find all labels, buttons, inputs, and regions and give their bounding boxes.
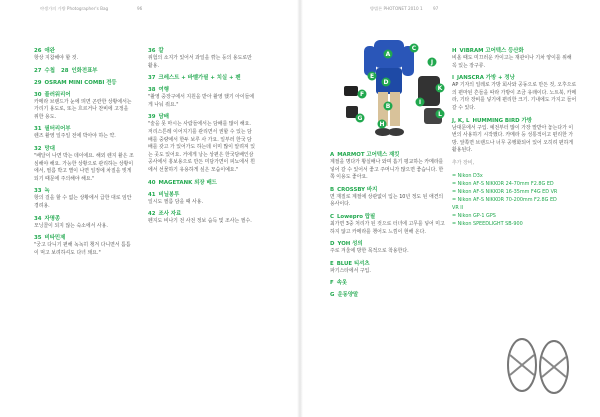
- article-entry: [34, 126, 134, 141]
- extra-gear-item: = Nikon D3x: [452, 172, 483, 179]
- entry-number: 37: [148, 75, 156, 82]
- entry-title: 수첩: [44, 67, 55, 74]
- article-entry: [148, 192, 256, 207]
- entry-number: 42: [148, 211, 156, 218]
- entry-text: "배달이 나면 박는 데이에요. 해외 렌지 촬은 조심해야 해요. 가능한 상황으로 관리하는 상황이에서, 필름 박고 별이 나면 일정에 차질을 빚게 되기 때문에 주의해야 해요.": [34, 152, 134, 182]
- entry-number: B: [330, 186, 335, 193]
- entry-heading: [34, 68, 134, 75]
- trousers-right: [390, 92, 400, 126]
- entry-text: "궁고 다니기 편해 녹녹히 챙겨 다니면서 틈틈이 먹고 보려하셔도 다녀 돼요.": [34, 242, 131, 256]
- entry-title: MAGETANK 외장 배드: [158, 179, 217, 186]
- entry-number: 39: [148, 114, 156, 121]
- figure-label: [428, 58, 437, 67]
- entry-title: BLUE 티셔츠: [336, 260, 370, 267]
- article-entry: [330, 292, 445, 299]
- entry-title: OSRAM MINI COMBI 전등: [44, 79, 117, 86]
- left-column-2: [148, 48, 256, 231]
- figure-label: [382, 78, 391, 87]
- entry-number: 26: [34, 48, 42, 54]
- left-header-title: 야생가의 가방 Photographer's Bag: [40, 6, 109, 11]
- figure-label: [384, 102, 393, 111]
- entry-text: 모닝콜이 되지 않는 숙소에서 사용.: [34, 222, 108, 229]
- entry-number: 31: [34, 126, 42, 133]
- article-entry: [34, 68, 134, 75]
- entry-number: 28: [60, 67, 69, 74]
- right-column-1: [330, 152, 445, 304]
- article-entry: [34, 92, 134, 122]
- entry-title: 여행: [158, 87, 169, 94]
- entry-title: 필터리어부: [44, 126, 71, 133]
- entry-heading: [148, 75, 256, 82]
- entry-heading: [330, 261, 445, 268]
- figure-label: [436, 110, 445, 119]
- article-entry: [330, 280, 445, 287]
- article-entry: [330, 214, 445, 236]
- figure-label-text: I: [418, 99, 422, 106]
- entry-heading: [34, 146, 134, 153]
- entry-number: F: [330, 280, 334, 287]
- entry-text: 비올 때도 미끄러운 카이고는 재관이나 기차 양이를 위해 꼭 있는 장구류.: [452, 55, 572, 69]
- entry-title: Lowepro 랍필: [336, 213, 376, 220]
- right-page-number: 97: [433, 6, 439, 11]
- figure-label-text: J: [430, 59, 434, 66]
- figure-label-text: C: [411, 45, 417, 52]
- sandal-right-strap: [542, 357, 566, 377]
- entry-title: MARMOT 고어텍스 재킷: [337, 152, 400, 158]
- entry-heading: [330, 280, 445, 287]
- camera-illustration: [344, 86, 358, 96]
- article-entry: [452, 118, 577, 155]
- article-entry: [148, 114, 256, 174]
- entry-text: 계절을 명다가 황실배나 와며 흡기 평교하는 카메라를 넣어 갈 수 있어서 좋고 주머니가 많으면 좋습니다. 한 쪽 이용도 좋아요.: [330, 159, 444, 181]
- article-entry: [34, 235, 134, 257]
- entry-text: 주로 겨울에 방한 목적으로 착용한다.: [330, 248, 409, 255]
- gear-photo: [336, 36, 456, 140]
- figure-label-text: L: [438, 111, 442, 118]
- figure-label: [436, 84, 445, 93]
- entry-heading: [34, 80, 134, 87]
- figure-label-text: H: [379, 121, 385, 128]
- entry-number: I: [452, 75, 455, 82]
- entry-title: HUMMING BIRD 가방: [472, 117, 532, 124]
- extra-gear-item: = Nikon AF-S NIKKOR 70-200mm F2.8G ED: [452, 196, 557, 203]
- entry-title: CROSSBY 바지: [337, 186, 378, 193]
- figure-label: [378, 120, 387, 129]
- entry-title: 플러워리어: [44, 91, 71, 98]
- entry-number: 34: [34, 215, 42, 222]
- entry-number: 29: [34, 79, 42, 86]
- entry-number: 27: [34, 67, 42, 74]
- entry-heading: [452, 48, 577, 55]
- entry-heading: [148, 180, 256, 187]
- article-entry: [34, 146, 134, 183]
- boot-right: [388, 128, 404, 136]
- entry-title: YOH 성의: [337, 241, 363, 248]
- entry-heading: [148, 48, 256, 55]
- entry-text: 파기스타에서 구입.: [330, 267, 371, 274]
- left-column-1: [34, 48, 134, 262]
- figure-label-text: B: [385, 103, 391, 110]
- entry-title: 인화전표부: [71, 67, 98, 74]
- figure-label-text: A: [385, 51, 391, 58]
- entry-heading: [330, 214, 445, 221]
- entry-text: "촬영 중장구에서 지원을 받아 촬영 했기 아이들에게 나눠 줘요.": [148, 94, 255, 108]
- figure-label: [384, 50, 393, 59]
- entry-heading: [330, 187, 445, 194]
- entry-text: "술을 못 마시는 사람들에서는 담배를 많이 해요. 저리스튼레 이어지기를 관리면서 권할 수 있는 담배를 중량에서 한두 보루 사 가요. 일부러 한국 담배를 갖고 가 있어가도 하는데 이미 많이 알려져 있는 곳도 있어요. 거에게 낭는 상편은 한국담배인삼공사에서 홍보용으로 만든 미담가면이 피뇨에서 흰에서 선물하기 유용하게 싶은 모습이예요.": [148, 121, 255, 173]
- right-column-2-items: [452, 48, 577, 155]
- entry-title: 조사 자료: [158, 211, 182, 218]
- jacket-left-sleeve: [364, 46, 376, 76]
- article-entry: [148, 180, 256, 187]
- entry-number: G: [330, 292, 335, 299]
- entry-title: 크레스트 + 바벨가필 + 치실 + 펜: [158, 75, 241, 82]
- entry-number: E: [330, 260, 334, 267]
- entry-heading: [34, 216, 134, 223]
- entry-heading: [148, 192, 256, 199]
- extra-gear-item: = Nikon SPEEDLIGHT SB-900: [452, 220, 523, 227]
- extra-gear-item: = Nikon AF-S NIKKOR 16-35mm F4G ED VR: [452, 188, 558, 195]
- entry-title: 담배: [158, 114, 169, 121]
- entry-text: 일시도 필름 담을 때 사용.: [148, 198, 204, 205]
- entry-number: 35: [34, 235, 42, 242]
- entry-number: H: [452, 48, 457, 54]
- entry-number: A: [330, 152, 335, 158]
- figure-label-text: E: [369, 73, 375, 80]
- entry-heading: [452, 118, 577, 125]
- article-entry: [452, 75, 577, 112]
- figure-label-text: K: [437, 85, 443, 92]
- entry-text: 렌즈 촬영 일주일 전에 박아야 하는 약.: [34, 133, 116, 140]
- entry-title: 망대: [44, 145, 55, 152]
- entry-number: 41: [148, 191, 156, 198]
- right-header-title: 방법론 PHOTONET 2010 1: [370, 6, 423, 11]
- entry-text: 위험의 소지가 있어서 과일을 깎는 등의 용도로만 활용.: [148, 55, 252, 69]
- figure-label: [410, 44, 419, 53]
- article-entry: [34, 188, 134, 210]
- entry-number: 33: [34, 188, 42, 195]
- right-column-2: [452, 48, 577, 228]
- entry-heading: [330, 152, 445, 159]
- entry-heading: [330, 292, 445, 299]
- extra-gear-title: 추가 장비,: [452, 159, 475, 166]
- extra-gear-item: = Nikon GP-1 GPS: [452, 212, 496, 219]
- entry-number: 40: [148, 179, 156, 186]
- entry-heading: [34, 92, 134, 99]
- entry-text: 남대문에서 구입. 예전부터 많이 가장 말받아 놓는다가 이번의 사용하기 시작했다. 카메라 등 성통적이고 편리한 가방. 앞쪽면 브랜드나 너무 공행화되어 있어 오히려 편하게 활용된다.: [452, 124, 574, 154]
- figure-label: [368, 72, 377, 81]
- entry-text: 최가면 3중 처리가 된 것으로 터녀에 고무를 넣어 미고하지 않고 카메라를 챙어도 느낌이 현해 온다.: [330, 220, 445, 235]
- page-gutter: [297, 0, 303, 417]
- entry-title: JANSCRA 가방 + 정낭: [457, 75, 515, 82]
- entry-title: 속옷: [336, 280, 348, 287]
- article-entry: [148, 75, 256, 82]
- entry-title: 녹: [44, 188, 50, 195]
- entry-number: D: [330, 241, 335, 248]
- article-entry: [330, 187, 445, 209]
- figure-label-text: F: [359, 91, 365, 98]
- figure-label: [358, 90, 367, 99]
- article-entry: [330, 152, 445, 182]
- extra-gear-item: VR II: [452, 204, 464, 211]
- article-entry: [452, 48, 577, 70]
- entry-number: C: [330, 213, 334, 220]
- entry-title: 비타민제: [44, 235, 66, 242]
- article-entry: [148, 48, 256, 70]
- sandal-left-strap: [510, 355, 534, 375]
- article-entry: [34, 80, 134, 87]
- figure-label-text: D: [383, 79, 389, 86]
- entry-text: AP 기자의 일레로 가방 회사와 공동으로 만든 것, 오후으로의 편마된 흔들을 따라 가방이 조금 유래이다. 노트북, 카메라, 기타 장비를 넣기에 편리한 크기. 기내에도 가지고 들어갈 수 있다.: [452, 82, 577, 111]
- entry-text: 항상 지참해야 할 것.: [34, 55, 79, 61]
- figure-label: [416, 98, 425, 107]
- entry-number: J, K, L: [452, 117, 470, 124]
- entry-number: 30: [34, 91, 42, 98]
- article-entry: [34, 216, 134, 231]
- entry-text: 항의 걸을 할 수 없는 상황에서 급한 대로 임안경려용.: [34, 195, 132, 209]
- sandals-photo: [498, 335, 578, 397]
- left-page-number: 96: [137, 6, 143, 11]
- entry-number: 36: [148, 48, 156, 54]
- entry-title: 자명종: [44, 215, 61, 222]
- entry-title: VIBRAM 고어텍스 등산화: [459, 48, 524, 54]
- entry-title: 칼: [158, 48, 164, 54]
- figure-label-text: G: [357, 115, 363, 122]
- entry-text: 펜지도 비나기 전 사전 정보 습득 및 조사는 필수.: [148, 218, 252, 225]
- entry-number: 32: [34, 145, 42, 152]
- extra-gear-item: = Nikon AF-S NIKKOR 24-70mm F2.8G ED: [452, 180, 554, 187]
- entry-title: 애완: [44, 48, 55, 54]
- entry-number: 38: [148, 87, 156, 94]
- entry-text: 카메라 브랜드가 눈에 띄면 곤란한 상황에서는 가리기 용도로, 또는 흐르거나 찬비에 고정을 위한 용도.: [34, 98, 132, 120]
- entry-heading: [34, 48, 134, 55]
- article-entry: [330, 261, 445, 276]
- figure-label: [356, 114, 365, 123]
- article-entry: [330, 241, 445, 256]
- article-entry: [148, 87, 256, 109]
- entry-title: 비닐봉투: [158, 191, 180, 198]
- article-entry: [148, 211, 256, 226]
- entry-text: 면 재질로 계절에 상관없이 입는 10년 정도 된 애견의 용사이다.: [330, 193, 444, 208]
- article-entry: [34, 48, 134, 63]
- entry-title: 운동양말: [337, 292, 359, 299]
- extra-gear-list: [452, 172, 577, 228]
